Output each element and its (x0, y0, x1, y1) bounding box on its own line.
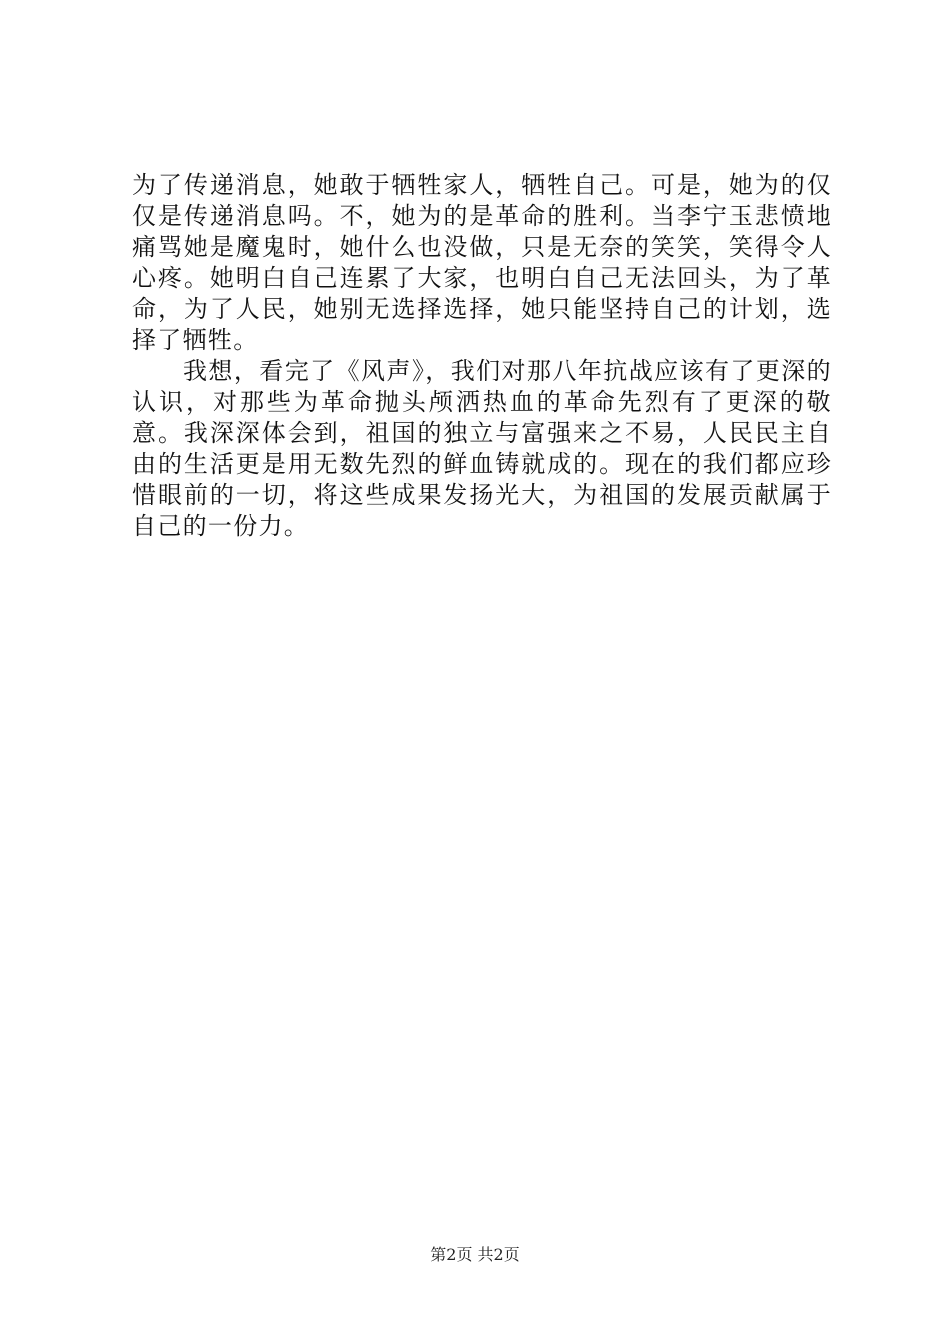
body-paragraph-2: 我想，看完了《风声》，我们对那八年抗战应该有了更深的认识，对那些为革命抛头颅洒热血的革命先烈有了更深的敬意。我深深体会到，祖国的独立与富强来之不易，人民民主自由的生活更是用无数先烈的鲜血铸就成的。现在的我们都应珍惜眼前的一切，将这些成果发扬光大，为祖国的发展贡献属于自己的一份力。 (132, 357, 832, 540)
document-body (132, 170, 832, 542)
page-number-footer: 第2页 共2页 (430, 1245, 520, 1264)
body-paragraph-1: 为了传递消息，她敢于牺牲家人，牺牲自己。可是，她为的仅仅是传递消息吗。不，她为的是革命的胜利。当李宁玉悲愤地痛骂她是魔鬼时，她什么也没做，只是无奈的笑笑，笑得令人心疼。她明白自己连累了大家，也明白自己无法回头，为了革命，为了人民，她别无选择选择，她只能坚持自己的计划，选择了牺牲。 (132, 171, 832, 354)
